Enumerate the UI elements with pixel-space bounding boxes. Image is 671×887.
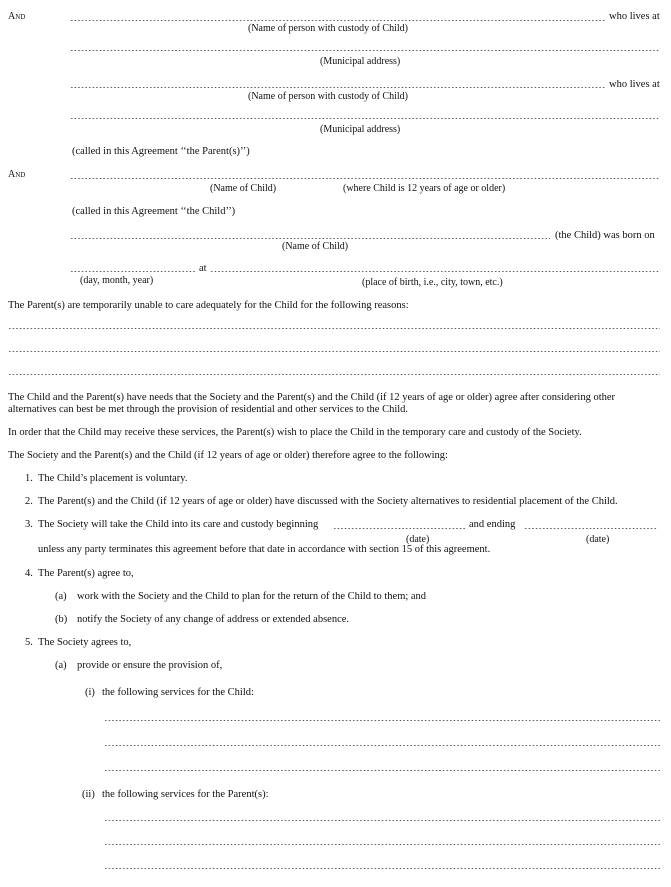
- item-3-text-c: unless any party terminates this agreement before that date in accordance with section 15 of this agreement.: [38, 544, 491, 555]
- item-3-text-a: The Society will take the Child into its care and custody beginning: [38, 519, 319, 530]
- needs-text-line-2: alternatives can best be met through the provision of residential and other services to the Child.: [8, 404, 409, 415]
- reason-line-3[interactable]: [8, 374, 660, 375]
- item-5a-marker: (a): [55, 660, 67, 671]
- item-5a-i-marker: (i): [85, 687, 95, 698]
- birth-date-field[interactable]: [70, 271, 195, 272]
- item-4a-marker: (a): [55, 591, 67, 602]
- needs-text-line-1: The Child and the Parent(s) have needs that the Society and the Parent(s) and the Child (if 12 years of age or older) agree after considering other: [8, 392, 616, 403]
- custody-name-caption-1: (Name of person with custody of Child): [248, 23, 408, 34]
- who-lives-at-label-1: who lives at: [609, 11, 660, 22]
- reason-line-2[interactable]: [8, 351, 660, 352]
- parent-services-line-3[interactable]: [104, 868, 660, 869]
- item-2-number: 2.: [25, 496, 33, 507]
- item-5a-i-text: the following services for the Child:: [102, 687, 254, 698]
- item-2-text: The Parent(s) and the Child (if 12 years of age or older) have discussed with the Society alternatives to residential placement of the Child.: [38, 496, 618, 507]
- item-4b-marker: (b): [55, 614, 68, 625]
- item-5a-text: provide or ensure the provision of,: [77, 660, 223, 671]
- date-caption-end: (date): [586, 534, 610, 545]
- custody-name-caption-2: (Name of person with custody of Child): [248, 91, 408, 102]
- item-3-number: 3.: [25, 519, 33, 530]
- item-4b-text: notify the Society of any change of address or extended absence.: [77, 614, 350, 625]
- called-parents-text: (called in this Agreement ‘‘the Parent(s)’’): [72, 146, 250, 157]
- care-end-date-field[interactable]: [524, 528, 658, 529]
- child-services-line-2[interactable]: [104, 745, 660, 746]
- parent-services-line-1[interactable]: [104, 820, 660, 821]
- place-of-birth-field[interactable]: [210, 271, 660, 272]
- therefore-agree-text: The Society and the Parent(s) and the Child (if 12 years of age or older) therefore agree to the following:: [8, 450, 448, 461]
- and-label-1: And: [8, 11, 26, 22]
- and-label-2: And: [8, 169, 26, 180]
- item-3-text-b: and ending: [469, 519, 516, 530]
- item-5a-ii-marker: (ii): [82, 789, 95, 800]
- at-label: at: [199, 263, 207, 274]
- reasons-intro-text: The Parent(s) are temporarily unable to care adequately for the Child for the following reasons:: [8, 300, 409, 311]
- item-4-text: The Parent(s) agree to,: [38, 568, 134, 579]
- name-of-child-caption-2: (Name of Child): [282, 241, 349, 252]
- item-5-number: 5.: [25, 637, 33, 648]
- custody-name-field-1[interactable]: [70, 20, 605, 21]
- item-5-text: The Society agrees to,: [38, 637, 132, 648]
- item-1-number: 1.: [25, 473, 33, 484]
- in-order-text: In order that the Child may receive these services, the Parent(s) wish to place the Child in the temporary care and custody of the Society.: [8, 427, 582, 438]
- reason-line-1[interactable]: [8, 328, 660, 329]
- item-4-number: 4.: [25, 568, 33, 579]
- municipal-address-caption-1: (Municipal address): [320, 56, 401, 67]
- child-name-field-2[interactable]: [70, 238, 550, 239]
- name-of-child-caption: (Name of Child): [210, 183, 277, 194]
- date-caption-begin: (date): [406, 534, 430, 545]
- custody-name-field-2[interactable]: [70, 87, 605, 88]
- who-lives-at-label-2: who lives at: [609, 79, 660, 90]
- municipal-address-field-1[interactable]: [70, 50, 660, 51]
- care-begin-date-field[interactable]: [333, 528, 465, 529]
- place-of-birth-caption: (place of birth, i.e., city, town, etc.): [362, 277, 503, 288]
- child-age-caption: (where Child is 12 years of age or older): [343, 183, 506, 194]
- child-name-field[interactable]: [70, 178, 660, 179]
- item-5a-ii-text: the following services for the Parent(s):: [102, 789, 269, 800]
- municipal-address-field-2[interactable]: [70, 118, 660, 119]
- item-4a-text: work with the Society and the Child to plan for the return of the Child to them; and: [77, 591, 427, 602]
- called-child-text: (called in this Agreement ‘‘the Child’’): [72, 206, 236, 217]
- item-1-text: The Child’s placement is voluntary.: [38, 473, 188, 484]
- child-services-line-3[interactable]: [104, 770, 660, 771]
- child-born-on-label: (the Child) was born on: [555, 230, 655, 241]
- child-services-line-1[interactable]: [104, 720, 660, 721]
- day-month-year-caption: (day, month, year): [80, 275, 154, 286]
- municipal-address-caption-2: (Municipal address): [320, 124, 401, 135]
- parent-services-line-2[interactable]: [104, 844, 660, 845]
